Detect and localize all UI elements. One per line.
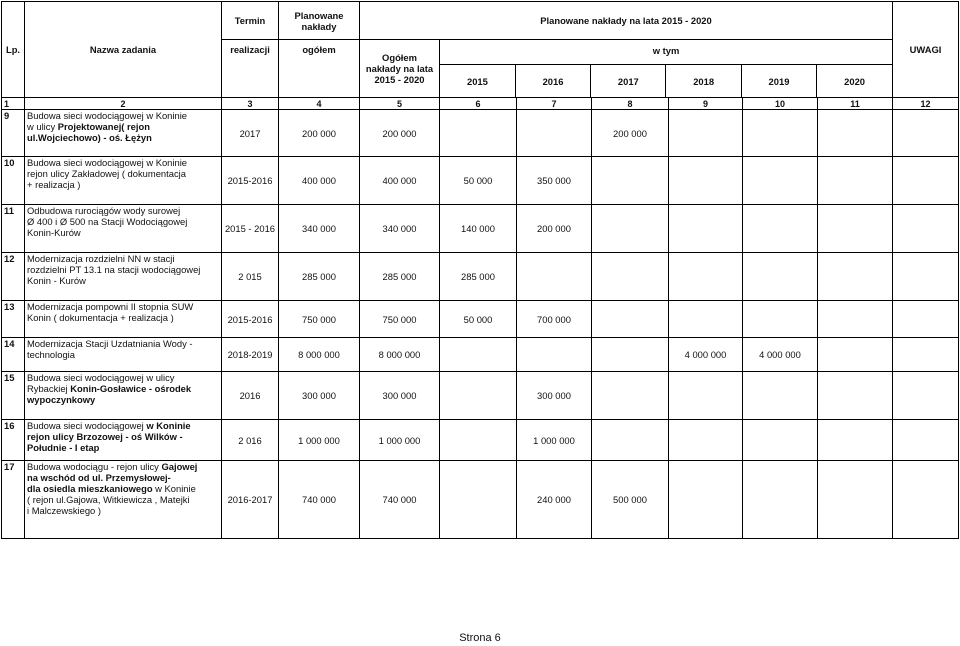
col-num: 6: [440, 98, 517, 110]
row-ogolem: 340 000: [360, 205, 440, 253]
row-y2017: [592, 301, 669, 338]
row-y2017: [592, 420, 669, 461]
row-y2016: 240 000: [517, 461, 592, 539]
row-y2018: [669, 372, 743, 420]
col-num: 2: [25, 98, 222, 110]
row-y2020: [818, 372, 893, 420]
row-y2019: [743, 301, 818, 338]
col-num: 8: [592, 98, 669, 110]
row-y2017: [592, 205, 669, 253]
table-row: [2, 157, 959, 205]
row-y2019: [743, 461, 818, 539]
row-y2020: [818, 338, 893, 372]
row-termin: 2015 - 2016: [222, 205, 279, 253]
row-y2017: [592, 157, 669, 205]
row-ogolem: 285 000: [360, 253, 440, 301]
row-y2015: [440, 372, 517, 420]
row-y2020: [818, 253, 893, 301]
header-planned-l1: Planowane nakłady: [279, 2, 360, 40]
row-y2015: 50 000: [440, 301, 517, 338]
row-y2015: [440, 420, 517, 461]
row-y2018: [669, 461, 743, 539]
row-plan: 300 000: [279, 372, 360, 420]
row-y2019: 4 000 000: [743, 338, 818, 372]
col-num: 5: [360, 98, 440, 110]
row-y2017: [592, 372, 669, 420]
row-remarks: [893, 253, 959, 301]
row-ogolem: 750 000: [360, 301, 440, 338]
row-remarks: [893, 301, 959, 338]
year-2015: 2015: [440, 65, 515, 97]
row-y2018: [669, 253, 743, 301]
table-row: [2, 301, 959, 338]
row-remarks: [893, 157, 959, 205]
col-num: 9: [669, 98, 743, 110]
row-y2017: [592, 338, 669, 372]
row-remarks: [893, 110, 959, 157]
year-2018: 2018: [666, 65, 741, 97]
row-plan: 285 000: [279, 253, 360, 301]
row-ogolem: 1 000 000: [360, 420, 440, 461]
row-y2018: [669, 205, 743, 253]
task-rows: [2, 110, 959, 539]
header-task-name: Nazwa zadania: [25, 2, 222, 98]
row-y2020: [818, 157, 893, 205]
row-task-name: Budowa sieci wodociągowej w Koninie rejon ulicy Brzozowej - oś Wilków - Południe - I etap: [25, 420, 222, 461]
row-remarks: [893, 420, 959, 461]
page-footer: Strona 6: [459, 632, 501, 644]
row-lp: 10: [2, 157, 25, 205]
row-termin: 2 016: [222, 420, 279, 461]
row-task-name: Budowa sieci wodociągowej w Koninie w ulicy Projektowanej( rejon ul.Wojciechowo) - oś. Łężyn: [25, 110, 222, 157]
row-y2020: [818, 461, 893, 539]
table-row: [2, 372, 959, 420]
row-task-name: Modernizacja rozdzielni NN w stacji rozdzielni PT 13.1 na stacji wodociągowej Konin - Kurów: [25, 253, 222, 301]
table-row: [2, 420, 959, 461]
row-plan: 740 000: [279, 461, 360, 539]
row-y2020: [818, 110, 893, 157]
row-termin: 2018-2019: [222, 338, 279, 372]
row-y2017: 200 000: [592, 110, 669, 157]
row-lp: 14: [2, 338, 25, 372]
row-y2015: 140 000: [440, 205, 517, 253]
row-y2019: [743, 372, 818, 420]
row-y2016: 700 000: [517, 301, 592, 338]
row-y2016: [517, 338, 592, 372]
row-lp: 13: [2, 301, 25, 338]
row-plan: 200 000: [279, 110, 360, 157]
header-deadline-l1: Termin: [222, 2, 279, 40]
row-y2015: [440, 338, 517, 372]
row-y2015: 50 000: [440, 157, 517, 205]
investment-plan-table: [1, 1, 959, 539]
row-termin: 2016-2017: [222, 461, 279, 539]
row-y2018: [669, 301, 743, 338]
row-task-name: Modernizacja pompowni II stopnia SUW Konin ( dokumentacja + realizacja ): [25, 301, 222, 338]
row-termin: 2015-2016: [222, 157, 279, 205]
row-lp: 16: [2, 420, 25, 461]
row-ogolem: 200 000: [360, 110, 440, 157]
header-deadline-l2: realizacji: [222, 40, 279, 98]
col-num: 1: [2, 98, 25, 110]
table-row: [2, 110, 959, 157]
row-y2015: [440, 461, 517, 539]
table-row: [2, 338, 959, 372]
row-ogolem: 740 000: [360, 461, 440, 539]
row-y2018: 4 000 000: [669, 338, 743, 372]
col-num: 4: [279, 98, 360, 110]
row-plan: 750 000: [279, 301, 360, 338]
row-y2017: [592, 253, 669, 301]
table-row: [2, 461, 959, 539]
row-y2015: [440, 110, 517, 157]
row-task-name: Budowa wodociągu - rejon ulicy Gajowej na wschód od ul. Przemysłowej- dla osiedla mieszkaniowego w Koninie ( rejon ul.Gajowa, Witkiewicza , Matejki i Malczewskiego ): [25, 461, 222, 539]
col-num: 3: [222, 98, 279, 110]
row-y2018: [669, 110, 743, 157]
row-y2018: [669, 420, 743, 461]
header-period: Planowane nakłady na lata 2015 - 2020: [360, 2, 893, 40]
row-y2017: 500 000: [592, 461, 669, 539]
row-ogolem: 8 000 000: [360, 338, 440, 372]
column-number-row: [2, 98, 959, 110]
row-task-name: Modernizacja Stacji Uzdatniania Wody - technologia: [25, 338, 222, 372]
col-num: 7: [517, 98, 592, 110]
row-remarks: [893, 338, 959, 372]
row-y2019: [743, 253, 818, 301]
row-y2016: 200 000: [517, 205, 592, 253]
col-num: 10: [743, 98, 818, 110]
row-y2016: 1 000 000: [517, 420, 592, 461]
year-2020: 2020: [844, 75, 866, 87]
table-row: [2, 205, 959, 253]
header-total-cell: Ogółem nakłady na lata 2015 - 2020: [360, 40, 440, 98]
row-ogolem: 400 000: [360, 157, 440, 205]
row-y2018: [669, 157, 743, 205]
row-plan: 400 000: [279, 157, 360, 205]
row-lp: 9: [2, 110, 25, 157]
row-y2016: 350 000: [517, 157, 592, 205]
row-plan: 8 000 000: [279, 338, 360, 372]
row-task-name: Budowa sieci wodociągowej w Koninie rejon ulicy Zakładowej ( dokumentacja + realizacja ): [25, 157, 222, 205]
row-y2019: [743, 205, 818, 253]
row-plan: 340 000: [279, 205, 360, 253]
row-lp: 11: [2, 205, 25, 253]
row-y2016: [517, 253, 592, 301]
row-y2019: [743, 420, 818, 461]
row-task-name: Budowa sieci wodociągowej w ulicy Rybackiej Konin-Gosławice - ośrodek wypoczynkowy: [25, 372, 222, 420]
row-lp: 17: [2, 461, 25, 539]
header-remarks: UWAGI: [893, 2, 959, 98]
row-y2020: [818, 420, 893, 461]
col-num: 12: [893, 98, 959, 110]
row-remarks: [893, 372, 959, 420]
year-2019: 2019: [741, 65, 816, 97]
row-remarks: [893, 461, 959, 539]
row-lp: 12: [2, 253, 25, 301]
col-num: 11: [818, 98, 893, 110]
header-lp: Lp.: [2, 2, 25, 98]
row-lp: 15: [2, 372, 25, 420]
row-y2019: [743, 110, 818, 157]
row-y2020: [818, 301, 893, 338]
row-task-name: Odbudowa rurociągów wody surowej Ø 400 i Ø 500 na Stacji Wodociągowej Konin-Kurów: [25, 205, 222, 253]
row-plan: 1 000 000: [279, 420, 360, 461]
row-ogolem: 300 000: [360, 372, 440, 420]
header-of-which: w tym 2015 2016 2017 2018 2019 2020: [440, 40, 893, 98]
row-termin: 2015-2016: [222, 301, 279, 338]
row-y2020: [818, 205, 893, 253]
header-planned-l3: ogółem: [279, 40, 360, 98]
row-y2015: 285 000: [440, 253, 517, 301]
row-remarks: [893, 205, 959, 253]
row-y2019: [743, 157, 818, 205]
row-termin: 2016: [222, 372, 279, 420]
year-2016: 2016: [515, 65, 590, 97]
row-y2016: [517, 110, 592, 157]
year-2017: 2017: [591, 65, 666, 97]
row-termin: 2 015: [222, 253, 279, 301]
table-row: [2, 253, 959, 301]
row-termin: 2017: [222, 110, 279, 157]
row-y2016: 300 000: [517, 372, 592, 420]
